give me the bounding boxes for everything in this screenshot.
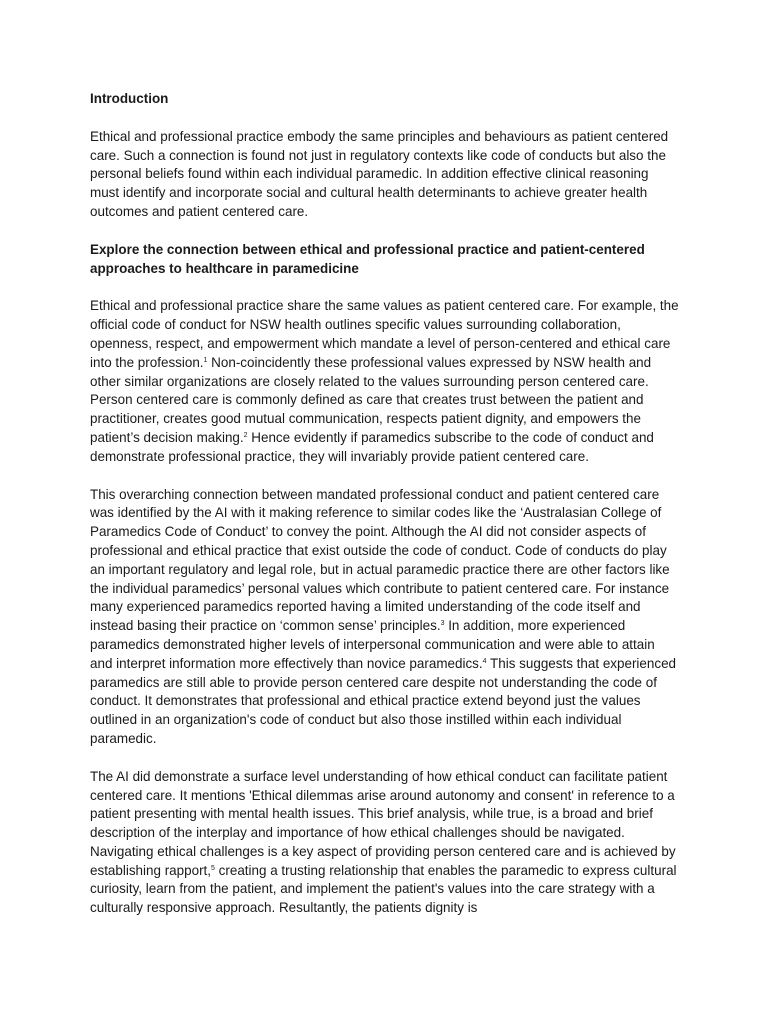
para3-text-2: creating a trusting relationship that enables the paramedic to express cultural curiosity, learn from the patient, and implement the patient's values into the care strategy with a culturally responsive approach. Resultantly, the patients dignity is: [90, 862, 677, 916]
heading-introduction: Introduction: [90, 91, 169, 106]
para3-text-1: The AI did demonstrate a surface level understanding of how ethical conduct can facilitate patient centered care. It mentions 'Ethical dilemmas arise around autonomy and consent' in reference to a patient presenting with mental health issues. This brief analysis, while true, is a broad and brief description of the interplay and importance of how ethical challenges should be navigated. Navigating ethical challenges is a key aspect of providing person centered care and is achieved by establishing rapport,: [90, 768, 676, 878]
para2-text-2: In addition, more experienced paramedics demonstrated higher levels of interpersonal communication and were able to attain and interpret information more effectively than novice paramedics.: [90, 618, 655, 671]
body-paragraph-3: [90, 768, 680, 918]
document-page: [90, 90, 680, 937]
footnote-ref-5: 5: [211, 864, 215, 872]
body-paragraph-1: [90, 297, 680, 466]
para1-text-1: Ethical and professional practice share the same values as patient centered care. For example, the official code of conduct for NSW health outlines specific values surrounding collaboration, openness, respect, and empowerment which mandate a level of person-centered and ethical care into the profession.: [90, 298, 679, 370]
footnote-ref-4: 4: [482, 657, 487, 665]
footnote-ref-1: 1: [203, 356, 208, 364]
para1-text-3: Hence evidently if paramedics subscribe to the code of conduct and demonstrate professional practice, they will invariably provide patient centered care.: [90, 429, 654, 464]
footnote-ref-3: 3: [440, 620, 445, 628]
footnote-ref-2: 2: [243, 431, 248, 439]
para2-text-1: This overarching connection between mandated professional conduct and patient centered care was identified by the AI with it making reference to similar codes like the ‘Australasian College of Paramedics Code of Conduct’ to convey the point. Although the AI did not consider aspects of professional and ethical practice that exist outside the code of conduct. Code of conducts do play an important regulatory and legal role, but in actual paramedic practice there are other factors like the individual paramedics’ personal values which contribute to patient centered care. For instance many experienced paramedics reported having a limited understanding of the code itself and instead basing their practice on ‘common sense’ principles.: [90, 486, 670, 634]
intro-paragraph: Ethical and professional practice embody the same principles and behaviours as patient centered care. Such a connection is found not just in regulatory contexts like code of conducts but also the personal beliefs found within each individual paramedic. In addition effective clinical reasoning must identify and incorporate social and cultural health determinants to achieve greater health outcomes and patient centered care.: [90, 128, 669, 219]
heading-explore-connection: Explore the connection between ethical and professional practice and patient-centered approaches to healthcare in paramedicine: [90, 241, 645, 276]
para2-text-3: This suggests that experienced paramedics are still able to provide person centered care despite not understanding the code of conduct. It demonstrates that professional and ethical practice extend beyond just the values outlined in an organization's code of conduct but also those instilled within each individual paramedic.: [90, 655, 677, 746]
para1-text-2: Non-coincidently these professional values expressed by NSW health and other similar organizations are closely related to the values surrounding person centered care. Person centered care is commonly defined as care that creates trust between the patient and practitioner, creates good mutual communication, respects patient dignity, and empowers the patient’s decision making.: [90, 354, 652, 445]
body-paragraph-2: [90, 486, 680, 749]
